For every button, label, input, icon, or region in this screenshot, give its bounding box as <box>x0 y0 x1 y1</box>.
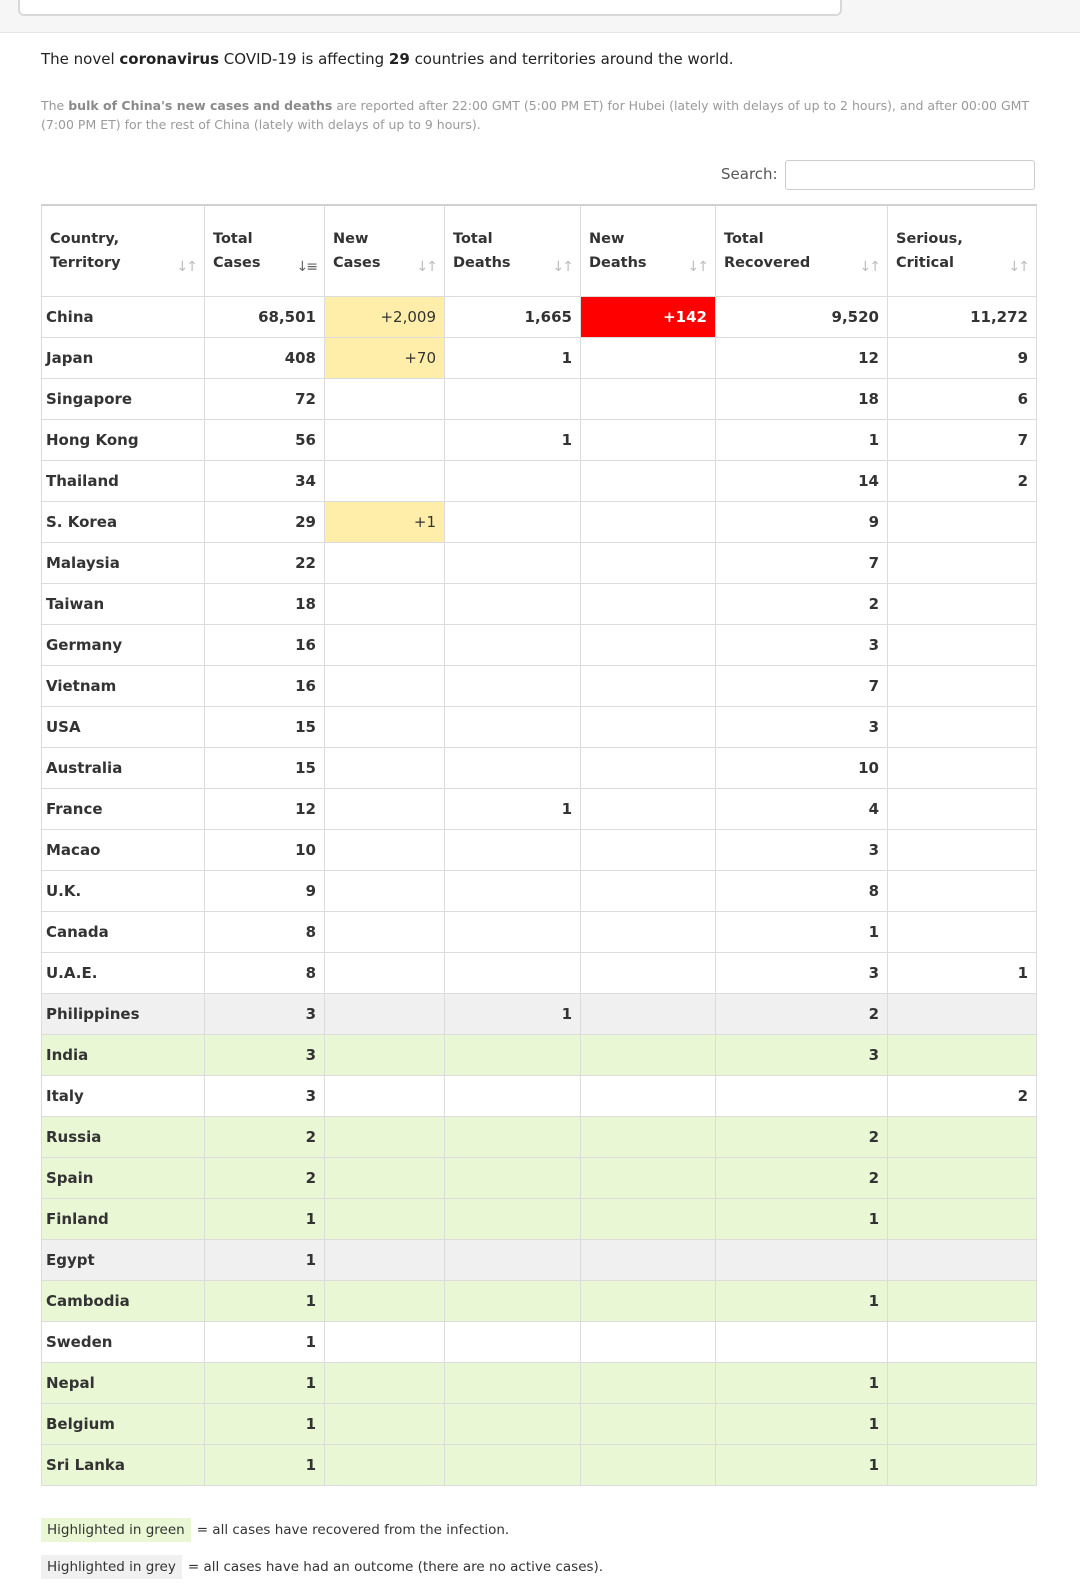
cell-new-deaths <box>581 460 716 501</box>
column-header-total-recovered[interactable] <box>716 205 888 296</box>
cell-new-deaths <box>581 542 716 583</box>
cell-new-cases <box>325 1116 445 1157</box>
table-row <box>42 1239 1037 1280</box>
legend-grey-swatch: Highlighted in grey <box>41 1555 182 1579</box>
cell-new-deaths <box>581 1444 716 1485</box>
cell-total-cases: 15 <box>205 747 325 788</box>
table-row <box>42 952 1037 993</box>
cell-new-deaths <box>581 706 716 747</box>
cell-new-cases <box>325 1444 445 1485</box>
cell-total-deaths: 1 <box>445 993 581 1034</box>
column-header-label: Total <box>453 230 493 247</box>
table-row <box>42 1198 1037 1239</box>
cell-total-cases: 1 <box>205 1362 325 1403</box>
top-bar <box>0 0 1080 33</box>
cell-total-cases: 1 <box>205 1403 325 1444</box>
cell-country: Macao <box>42 829 205 870</box>
cell-total-deaths <box>445 460 581 501</box>
cell-total-recovered: 10 <box>716 747 888 788</box>
column-header-label: Recovered <box>724 254 811 271</box>
table-row <box>42 1403 1037 1444</box>
cell-serious-critical: 9 <box>888 337 1037 378</box>
table-row <box>42 747 1037 788</box>
table-row <box>42 911 1037 952</box>
cell-total-cases: 9 <box>205 870 325 911</box>
column-header-label: Total <box>213 230 253 247</box>
cell-serious-critical <box>888 747 1037 788</box>
cell-total-recovered: 1 <box>716 1444 888 1485</box>
cell-total-cases: 1 <box>205 1321 325 1362</box>
cell-new-deaths <box>581 1362 716 1403</box>
cell-total-cases: 56 <box>205 419 325 460</box>
cell-country: Australia <box>42 747 205 788</box>
cell-country: Hong Kong <box>42 419 205 460</box>
cell-new-deaths <box>581 911 716 952</box>
table-row <box>42 624 1037 665</box>
column-header-total-cases[interactable] <box>205 205 325 296</box>
cell-serious-critical: 2 <box>888 1075 1037 1116</box>
sort-icon[interactable]: ↓↑ <box>416 258 436 275</box>
sort-icon[interactable]: ↓↑ <box>552 258 572 275</box>
cell-total-cases: 12 <box>205 788 325 829</box>
cell-serious-critical <box>888 1321 1037 1362</box>
cell-new-cases <box>325 911 445 952</box>
cell-total-recovered: 2 <box>716 1116 888 1157</box>
cell-country: Italy <box>42 1075 205 1116</box>
cell-country: Belgium <box>42 1403 205 1444</box>
cell-total-deaths <box>445 1444 581 1485</box>
cell-serious-critical <box>888 1239 1037 1280</box>
cell-country: Thailand <box>42 460 205 501</box>
cell-new-cases <box>325 624 445 665</box>
cell-new-deaths <box>581 1239 716 1280</box>
cell-total-deaths <box>445 1034 581 1075</box>
header-row <box>42 205 1037 296</box>
column-header-label: New <box>333 230 369 247</box>
table-row <box>42 337 1037 378</box>
cell-total-deaths <box>445 583 581 624</box>
cell-total-deaths: 1,665 <box>445 296 581 337</box>
cell-serious-critical <box>888 1444 1037 1485</box>
table-row <box>42 870 1037 911</box>
cell-new-cases <box>325 706 445 747</box>
cell-serious-critical: 11,272 <box>888 296 1037 337</box>
cell-new-cases <box>325 378 445 419</box>
cell-new-cases <box>325 1034 445 1075</box>
legend-grey-text: = all cases have had an outcome (there are no active cases). <box>187 1559 604 1575</box>
column-header-label: Critical <box>896 254 955 271</box>
cell-country: USA <box>42 706 205 747</box>
cell-new-cases: +1 <box>325 501 445 542</box>
cell-new-deaths <box>581 1403 716 1444</box>
cell-total-cases: 1 <box>205 1239 325 1280</box>
cell-total-recovered: 18 <box>716 378 888 419</box>
cell-total-deaths <box>445 501 581 542</box>
column-header-label: Deaths <box>453 254 511 271</box>
cell-serious-critical <box>888 1157 1037 1198</box>
cell-country: Germany <box>42 624 205 665</box>
cell-serious-critical: 7 <box>888 419 1037 460</box>
legend-green-swatch: Highlighted in green <box>41 1518 191 1542</box>
cell-country: Russia <box>42 1116 205 1157</box>
cell-total-recovered: 1 <box>716 1280 888 1321</box>
column-header-label: Total <box>724 230 764 247</box>
cell-new-deaths <box>581 665 716 706</box>
cell-total-recovered: 8 <box>716 870 888 911</box>
cell-total-cases: 18 <box>205 583 325 624</box>
table-row <box>42 378 1037 419</box>
cell-country: Finland <box>42 1198 205 1239</box>
cell-new-cases <box>325 1239 445 1280</box>
cell-new-deaths <box>581 747 716 788</box>
cell-total-cases: 3 <box>205 1034 325 1075</box>
cell-total-recovered: 4 <box>716 788 888 829</box>
cell-serious-critical <box>888 829 1037 870</box>
cell-new-cases <box>325 1198 445 1239</box>
cell-serious-critical: 1 <box>888 952 1037 993</box>
sort-icon[interactable]: ↓↑ <box>1008 258 1028 275</box>
column-header-new-cases[interactable] <box>325 205 445 296</box>
cell-total-cases: 16 <box>205 665 325 706</box>
cell-new-cases <box>325 1362 445 1403</box>
cell-serious-critical: 2 <box>888 460 1037 501</box>
cell-serious-critical <box>888 1362 1037 1403</box>
cell-serious-critical <box>888 583 1037 624</box>
sort-desc-icon[interactable]: ↓≡ <box>296 258 316 275</box>
cell-new-deaths <box>581 788 716 829</box>
intro-text: The novel coronavirus COVID-19 is affecting 29 countries and territories around the world. <box>41 50 734 68</box>
cell-total-recovered <box>716 1321 888 1362</box>
cell-total-deaths <box>445 542 581 583</box>
cell-serious-critical <box>888 870 1037 911</box>
cell-total-recovered: 7 <box>716 665 888 706</box>
cell-new-deaths <box>581 829 716 870</box>
cell-new-cases <box>325 419 445 460</box>
cell-new-cases <box>325 952 445 993</box>
cell-total-cases: 15 <box>205 706 325 747</box>
table-row <box>42 1116 1037 1157</box>
cell-new-deaths <box>581 501 716 542</box>
cell-serious-critical <box>888 1280 1037 1321</box>
cell-total-deaths <box>445 1157 581 1198</box>
cell-serious-critical <box>888 1198 1037 1239</box>
cell-total-cases: 10 <box>205 829 325 870</box>
table-row <box>42 1321 1037 1362</box>
cell-total-deaths: 1 <box>445 419 581 460</box>
cell-total-cases: 22 <box>205 542 325 583</box>
cell-serious-critical <box>888 993 1037 1034</box>
column-header-total-deaths[interactable] <box>445 205 581 296</box>
cell-total-recovered: 1 <box>716 1198 888 1239</box>
cell-country: S. Korea <box>42 501 205 542</box>
cell-new-deaths <box>581 583 716 624</box>
cell-new-cases <box>325 583 445 624</box>
cell-total-recovered: 3 <box>716 624 888 665</box>
cell-new-deaths <box>581 952 716 993</box>
cell-total-recovered: 1 <box>716 911 888 952</box>
cell-total-recovered: 14 <box>716 460 888 501</box>
cell-total-cases: 72 <box>205 378 325 419</box>
cell-country: Canada <box>42 911 205 952</box>
cell-new-deaths <box>581 1280 716 1321</box>
cell-total-deaths <box>445 665 581 706</box>
cell-total-deaths <box>445 952 581 993</box>
cell-new-deaths <box>581 1157 716 1198</box>
cell-total-deaths <box>445 1280 581 1321</box>
cell-total-cases: 8 <box>205 952 325 993</box>
cell-total-deaths: 1 <box>445 337 581 378</box>
table-row <box>42 1444 1037 1485</box>
cell-new-deaths <box>581 1116 716 1157</box>
cell-country: Philippines <box>42 993 205 1034</box>
cell-total-deaths <box>445 1362 581 1403</box>
cell-total-recovered: 3 <box>716 829 888 870</box>
cell-new-deaths <box>581 1034 716 1075</box>
cell-total-deaths: 1 <box>445 788 581 829</box>
table-row <box>42 993 1037 1034</box>
cell-country: Japan <box>42 337 205 378</box>
table-row <box>42 419 1037 460</box>
cell-country: U.A.E. <box>42 952 205 993</box>
cell-total-deaths <box>445 378 581 419</box>
cell-total-recovered: 3 <box>716 1034 888 1075</box>
cases-table <box>41 204 1037 1486</box>
cell-total-deaths <box>445 911 581 952</box>
cell-total-recovered: 12 <box>716 337 888 378</box>
cell-serious-critical <box>888 665 1037 706</box>
cell-total-cases: 34 <box>205 460 325 501</box>
search-label: Search: <box>721 165 778 183</box>
cell-total-cases: 29 <box>205 501 325 542</box>
cell-new-deaths <box>581 1321 716 1362</box>
cell-serious-critical <box>888 706 1037 747</box>
legend-grey <box>41 1555 603 1579</box>
table-row <box>42 665 1037 706</box>
table-row <box>42 788 1037 829</box>
table-row <box>42 501 1037 542</box>
cell-total-deaths <box>445 706 581 747</box>
cell-total-recovered: 2 <box>716 1157 888 1198</box>
cell-total-recovered: 9,520 <box>716 296 888 337</box>
cell-new-deaths <box>581 624 716 665</box>
cell-new-cases <box>325 1321 445 1362</box>
cell-serious-critical <box>888 1116 1037 1157</box>
cell-total-deaths <box>445 624 581 665</box>
cell-total-recovered <box>716 1075 888 1116</box>
cell-country: India <box>42 1034 205 1075</box>
legend-green <box>41 1518 509 1542</box>
table-row <box>42 1075 1037 1116</box>
cell-new-deaths <box>581 337 716 378</box>
column-header-label: Territory <box>50 254 121 271</box>
cell-new-deaths <box>581 1075 716 1116</box>
cell-serious-critical <box>888 1403 1037 1444</box>
cell-new-cases: +70 <box>325 337 445 378</box>
cell-country: Egypt <box>42 1239 205 1280</box>
cell-country: Nepal <box>42 1362 205 1403</box>
cell-total-cases: 2 <box>205 1157 325 1198</box>
cell-serious-critical <box>888 501 1037 542</box>
column-header-serious-critical[interactable] <box>888 205 1037 296</box>
table-row <box>42 296 1037 337</box>
table-row <box>42 460 1037 501</box>
table-row <box>42 829 1037 870</box>
column-header-label: Cases <box>213 254 261 271</box>
cell-total-recovered: 1 <box>716 419 888 460</box>
cell-new-deaths: +142 <box>581 296 716 337</box>
cell-total-deaths <box>445 829 581 870</box>
cell-new-deaths <box>581 378 716 419</box>
table-row <box>42 583 1037 624</box>
column-header-country[interactable] <box>42 205 205 296</box>
cell-total-cases: 2 <box>205 1116 325 1157</box>
cell-total-cases: 16 <box>205 624 325 665</box>
sort-icon[interactable]: ↓↑ <box>687 258 707 275</box>
column-header-label: Country, <box>50 230 120 247</box>
cell-new-cases <box>325 747 445 788</box>
column-header-label: Serious, <box>896 230 963 247</box>
cell-total-deaths <box>445 1403 581 1444</box>
search-input[interactable] <box>785 160 1035 190</box>
cell-serious-critical: 6 <box>888 378 1037 419</box>
table-row <box>42 542 1037 583</box>
cell-total-recovered: 7 <box>716 542 888 583</box>
cell-total-cases: 3 <box>205 993 325 1034</box>
table-row <box>42 1362 1037 1403</box>
cell-total-recovered: 3 <box>716 706 888 747</box>
cell-serious-critical <box>888 624 1037 665</box>
cell-new-cases <box>325 993 445 1034</box>
cell-country: Spain <box>42 1157 205 1198</box>
cell-total-cases: 3 <box>205 1075 325 1116</box>
cell-total-recovered: 9 <box>716 501 888 542</box>
cell-total-cases: 1 <box>205 1280 325 1321</box>
cell-new-cases <box>325 1157 445 1198</box>
table-row <box>42 1280 1037 1321</box>
cell-serious-critical <box>888 542 1037 583</box>
cell-total-deaths <box>445 747 581 788</box>
cell-country: China <box>42 296 205 337</box>
cell-new-cases: +2,009 <box>325 296 445 337</box>
cell-new-cases <box>325 788 445 829</box>
cell-new-cases <box>325 665 445 706</box>
cell-serious-critical <box>888 788 1037 829</box>
cell-country: Malaysia <box>42 542 205 583</box>
cell-total-recovered: 2 <box>716 583 888 624</box>
cell-total-deaths <box>445 1198 581 1239</box>
cell-total-recovered: 1 <box>716 1403 888 1444</box>
column-header-new-deaths[interactable] <box>581 205 716 296</box>
cell-new-cases <box>325 829 445 870</box>
column-header-label: New <box>589 230 625 247</box>
cell-total-recovered: 3 <box>716 952 888 993</box>
cell-new-cases <box>325 1403 445 1444</box>
cell-total-deaths <box>445 1116 581 1157</box>
cell-country: Sweden <box>42 1321 205 1362</box>
cell-total-cases: 1 <box>205 1198 325 1239</box>
cell-total-deaths <box>445 1321 581 1362</box>
cell-total-cases: 8 <box>205 911 325 952</box>
cell-serious-critical <box>888 1034 1037 1075</box>
column-header-label: Cases <box>333 254 381 271</box>
reporting-note: The bulk of China's new cases and deaths are reported after 22:00 GMT (5:00 PM ET) for Hubei (lately with delays of up to 2 hours), and after 00:00 GMT (7:00 PM ET) for the rest of China (lately with delays of up to 9 hours). <box>41 98 1030 132</box>
cell-country: Sri Lanka <box>42 1444 205 1485</box>
table-body <box>42 296 1037 1485</box>
cell-total-recovered: 1 <box>716 1362 888 1403</box>
cell-country: U.K. <box>42 870 205 911</box>
sort-icon[interactable]: ↓↑ <box>176 258 196 275</box>
cell-total-recovered <box>716 1239 888 1280</box>
cell-new-cases <box>325 460 445 501</box>
sort-icon[interactable]: ↓↑ <box>859 258 879 275</box>
cell-country: Singapore <box>42 378 205 419</box>
cell-serious-critical <box>888 911 1037 952</box>
cell-country: France <box>42 788 205 829</box>
cell-country: Taiwan <box>42 583 205 624</box>
cell-new-cases <box>325 542 445 583</box>
table-row <box>42 1034 1037 1075</box>
cell-total-cases: 408 <box>205 337 325 378</box>
cell-new-cases <box>325 1280 445 1321</box>
cell-total-deaths <box>445 870 581 911</box>
cell-new-deaths <box>581 419 716 460</box>
top-input-box[interactable] <box>18 0 842 16</box>
column-header-label: Deaths <box>589 254 647 271</box>
cell-country: Cambodia <box>42 1280 205 1321</box>
cell-total-cases: 1 <box>205 1444 325 1485</box>
cell-total-cases: 68,501 <box>205 296 325 337</box>
cell-new-cases <box>325 870 445 911</box>
cell-total-deaths <box>445 1239 581 1280</box>
cell-country: Vietnam <box>42 665 205 706</box>
cell-new-deaths <box>581 1198 716 1239</box>
table-row <box>42 706 1037 747</box>
table-row <box>42 1157 1037 1198</box>
cell-total-recovered: 2 <box>716 993 888 1034</box>
cell-total-deaths <box>445 1075 581 1116</box>
cell-new-cases <box>325 1075 445 1116</box>
cell-new-deaths <box>581 993 716 1034</box>
cell-new-deaths <box>581 870 716 911</box>
legend-green-text: = all cases have recovered from the infection. <box>196 1522 510 1538</box>
